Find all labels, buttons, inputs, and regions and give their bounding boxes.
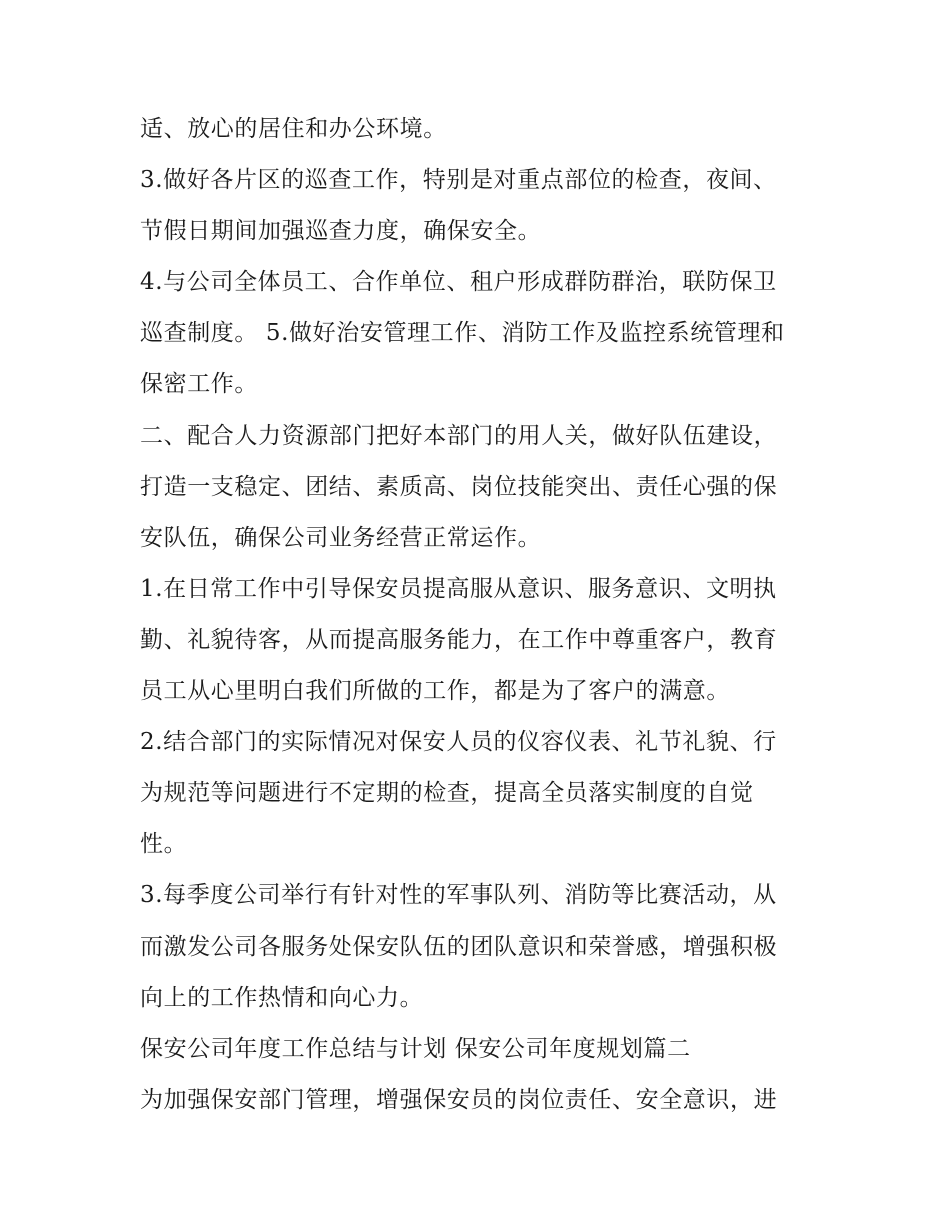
text-line: 巡查制度。 5.做好治安管理工作、消防工作及监控系统管理和 bbox=[140, 320, 785, 347]
text-line: 保密工作。 bbox=[140, 371, 258, 398]
article-title: 保安公司年度工作总结与计划 保安公司年度规划篇二 bbox=[140, 1035, 691, 1062]
text-line: 员工从心里明白我们所做的工作，都是为了客户的满意。 bbox=[140, 678, 730, 705]
text-line: 1.在日常工作中引导保安员提高服从意识、服务意识、文明执 bbox=[140, 575, 777, 602]
section-heading: 二、配合人力资源部门把好本部门的用人关，做好队伍建设， bbox=[140, 422, 778, 449]
document-body bbox=[140, 104, 820, 1126]
text-line: 打造一支稳定、团结、素质高、岗位技能突出、责任心强的保 bbox=[140, 473, 778, 500]
text-line: 节假日期间加强巡查力度，确保安全。 bbox=[140, 218, 542, 245]
text-line: 3.每季度公司举行有针对性的军事队列、消防等比赛活动，从 bbox=[140, 882, 777, 909]
text-line: 为规范等问题进行不定期的检查，提高全员落实制度的自觉 bbox=[140, 780, 754, 807]
text-line: 2.结合部门的实际情况对保安人员的仪容仪表、礼节礼貌、行 bbox=[140, 729, 777, 756]
text-line: 为加强保安部门管理，增强保安员的岗位责任、安全意识，进 bbox=[140, 1086, 778, 1113]
text-line: 勤、礼貌待客，从而提高服务能力，在工作中尊重客户，教育 bbox=[140, 626, 778, 653]
text-line: 4.与公司全体员工、合作单位、租户形成群防群治，联防保卫 bbox=[140, 269, 777, 296]
text-line: 而激发公司各服务处保安队伍的团队意识和荣誉感，增强积极 bbox=[140, 933, 778, 960]
text-line: 安队伍，确保公司业务经营正常运作。 bbox=[140, 524, 542, 551]
text-line: 向上的工作热情和向心力。 bbox=[140, 984, 424, 1011]
text-line: 适、放心的居住和办公环境。 bbox=[140, 116, 447, 142]
text-line: 3.做好各片区的巡查工作，特别是对重点部位的检查，夜间、 bbox=[140, 167, 777, 194]
text-line: 性。 bbox=[140, 831, 188, 858]
